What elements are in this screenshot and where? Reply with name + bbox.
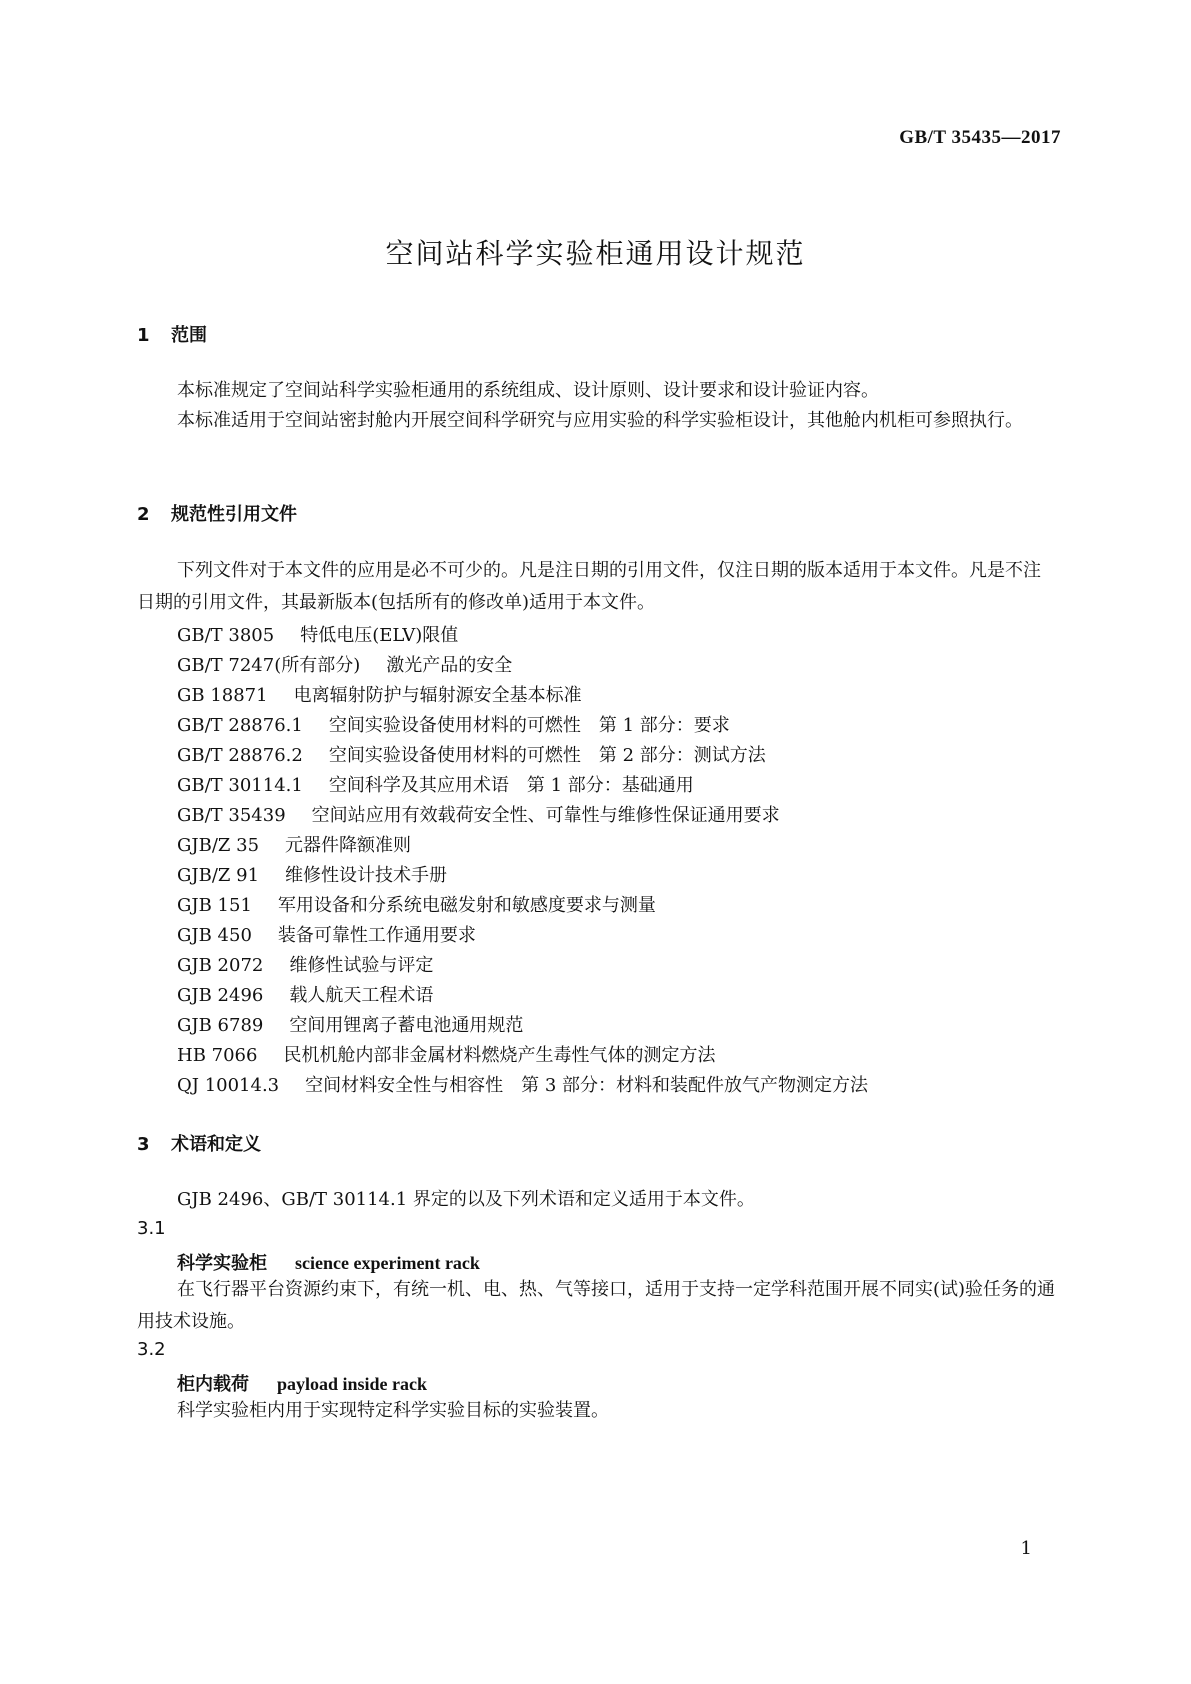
reference-title: 电离辐射防护与辐射源安全基本标准 [293, 685, 582, 706]
section-3-intro: GJB 2496、GB/T 30114.1 界定的以及下列术语和定义适用于本文件。 [177, 1189, 755, 1210]
reference-title: 维修性试验与评定 [289, 955, 434, 976]
reference-item [177, 951, 433, 977]
section-2-heading [137, 500, 297, 526]
reference-code: GB 18871 [177, 685, 268, 706]
reference-item [177, 771, 694, 797]
section-1-paragraph-1: 本标准规定了空间站科学实验柜通用的系统组成、设计原则、设计要求和设计验证内容。 [177, 380, 879, 401]
section-number: 1 [137, 325, 150, 346]
reference-item [177, 681, 582, 707]
term-definition: 在飞行器平台资源约束下，有统一机、电、热、气等接口，适用于支持一定学科范围开展不同实(试)验任务的通用技术设施。 [137, 1279, 1056, 1332]
section-1-heading [137, 321, 207, 347]
section-title: 规范性引用文件 [171, 504, 297, 525]
reference-code: GJB 2496 [177, 985, 264, 1006]
reference-title: 激光产品的安全 [386, 655, 513, 676]
reference-title: 特低电压(ELV)限值 [300, 625, 459, 646]
reference-code: GJB/Z 35 [177, 835, 260, 856]
reference-code: GB/T 30114.1 [177, 775, 303, 796]
reference-code: GJB/Z 91 [177, 865, 260, 886]
section-title: 范围 [171, 325, 207, 346]
reference-item [177, 651, 512, 677]
reference-item [177, 981, 433, 1007]
reference-title: 空间材料安全性与相容性 第 3 部分：材料和装配件放气产物测定方法 [305, 1075, 869, 1096]
reference-item [177, 621, 458, 647]
document-title: 空间站科学实验柜通用设计规范 [385, 237, 806, 270]
reference-title: 民机机舱内部非金属材料燃烧产生毒性气体的测定方法 [283, 1045, 716, 1066]
standard-code: GB/T 35435—2017 [899, 127, 1061, 148]
reference-code: GB/T 28876.2 [177, 745, 303, 766]
term-number: 3.1 [137, 1218, 166, 1239]
section-title: 术语和定义 [171, 1134, 261, 1155]
reference-title: 空间实验设备使用材料的可燃性 第 2 部分：测试方法 [328, 745, 766, 766]
reference-item [177, 1071, 868, 1097]
reference-title: 空间科学及其应用术语 第 1 部分：基础通用 [328, 775, 694, 796]
term-name-en: payload inside rack [277, 1374, 428, 1394]
reference-title: 空间实验设备使用材料的可燃性 第 1 部分：要求 [328, 715, 730, 736]
term-name-zh: 柜内载荷 [177, 1374, 249, 1395]
term-name-en: science experiment rack [295, 1253, 480, 1273]
term-name-zh: 科学实验柜 [177, 1253, 267, 1274]
page-number: 1 [1020, 1538, 1032, 1559]
reference-code: GJB 151 [177, 895, 252, 916]
reference-code: GJB 450 [177, 925, 252, 946]
term-name [177, 1370, 427, 1396]
reference-code: GJB 2072 [177, 955, 264, 976]
reference-item [177, 891, 656, 917]
reference-title: 空间站应用有效载荷安全性、可靠性与维修性保证通用要求 [311, 805, 780, 826]
reference-code: HB 7066 [177, 1045, 258, 1066]
section-1-paragraph-2: 本标准适用于空间站密封舱内开展空间科学研究与应用实验的科学实验柜设计，其他舱内机柜可参照执行。 [177, 410, 1023, 431]
section-2-intro: 下列文件对于本文件的应用是必不可少的。凡是注日期的引用文件，仅注日期的版本适用于本文件。凡是不注日期的引用文件，其最新版本(包括所有的修改单)适用于本文件。 [137, 560, 1041, 613]
reference-code: GB/T 28876.1 [177, 715, 303, 736]
term-name [177, 1249, 480, 1275]
reference-item [177, 741, 766, 767]
reference-item [177, 801, 780, 827]
reference-item [177, 1011, 523, 1037]
reference-item [177, 1041, 715, 1067]
reference-code: GB/T 35439 [177, 805, 286, 826]
reference-item [177, 711, 730, 737]
section-3-heading [137, 1130, 261, 1156]
reference-item [177, 861, 447, 887]
reference-title: 装备可靠性工作通用要求 [277, 925, 476, 946]
reference-item [177, 921, 476, 947]
term-definition: 科学实验柜内用于实现特定科学实验目标的实验装置。 [177, 1400, 609, 1421]
reference-code: GB/T 3805 [177, 625, 275, 646]
reference-code: QJ 10014.3 [177, 1075, 280, 1096]
reference-title: 空间用锂离子蓄电池通用规范 [289, 1015, 524, 1036]
reference-title: 元器件降额准则 [285, 835, 412, 856]
section-number: 3 [137, 1134, 150, 1155]
reference-title: 载人航天工程术语 [289, 985, 434, 1006]
section-number: 2 [137, 504, 150, 525]
reference-title: 军用设备和分系统电磁发射和敏感度要求与测量 [277, 895, 656, 916]
reference-code: GJB 6789 [177, 1015, 264, 1036]
reference-title: 维修性设计技术手册 [285, 865, 448, 886]
term-number: 3.2 [137, 1339, 166, 1360]
reference-code: GB/T 7247(所有部分) [177, 655, 361, 676]
reference-item [177, 831, 411, 857]
